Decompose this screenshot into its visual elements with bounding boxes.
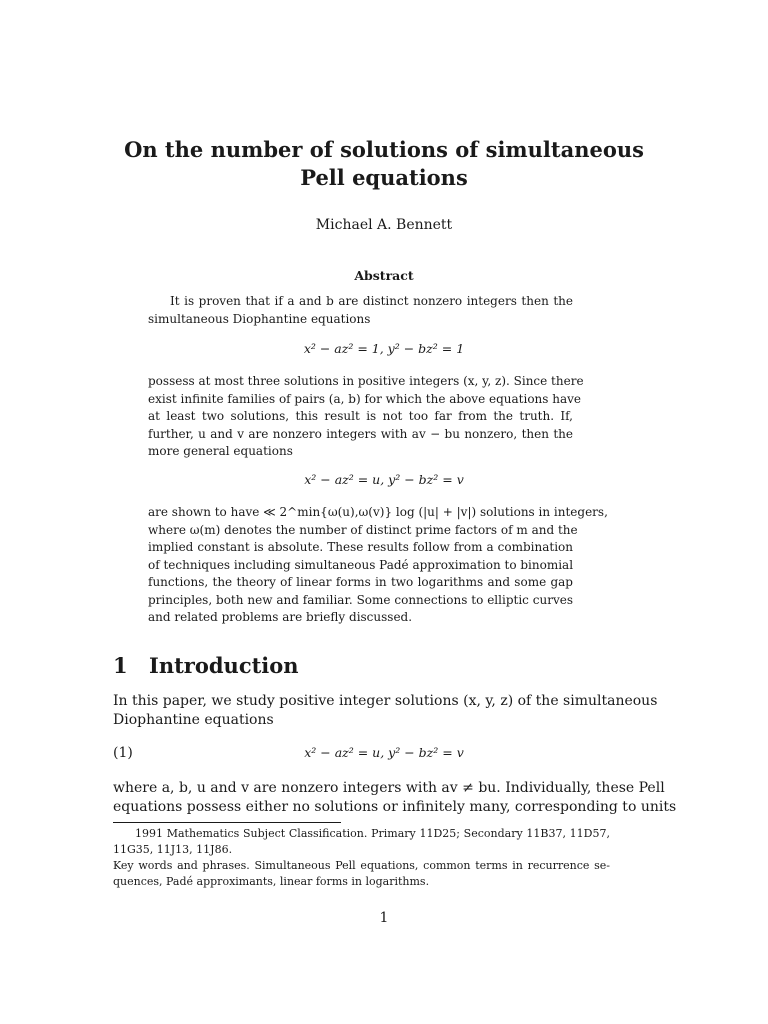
intro-paragraph-1 xyxy=(113,692,658,730)
abstract-line: at least two solutions, this result is not too far from the truth. If, xyxy=(148,409,573,423)
footnote-line: quences, Padé approximants, linear forms in logarithms. xyxy=(113,875,430,888)
body-line: where a, b, u and v are nonzero integers with av ≠ bu. Individually, these Pell xyxy=(113,780,665,796)
abstract-line: and related problems are briefly discussed. xyxy=(148,610,413,624)
body-line: In this paper, we study positive integer solutions (x, y, z) of the simultaneous xyxy=(113,693,658,709)
equation-number: (1) xyxy=(113,745,133,761)
abstract-line: more general equations xyxy=(148,444,293,458)
intro-paragraph-2 xyxy=(113,779,677,817)
body-line: Diophantine equations xyxy=(113,712,274,728)
footnote-line: 11G35, 11J13, 11J86. xyxy=(113,843,233,856)
abstract-line: simultaneous Diophantine equations xyxy=(148,311,371,326)
abstract-equation-1: x² − az² = 1, y² − bz² = 1 xyxy=(303,341,465,356)
abstract-line: where ω(m) denotes the number of distinct prime factors of m and the xyxy=(148,522,578,537)
abstract-line: are shown to have ≪ 2^min{ω(u),ω(v)} log (|u| + |v|) solutions in integers, xyxy=(148,505,608,519)
paper-title xyxy=(60,136,708,192)
abstract-heading: Abstract xyxy=(354,268,414,283)
body-line: equations possess either no solutions or infinitely many, corresponding to units xyxy=(113,799,677,815)
abstract-paragraph-2 xyxy=(148,373,584,461)
abstract-line: possess at most three solutions in positive integers (x, y, z). Since there xyxy=(148,374,584,388)
abstract-line: implied constant is absolute. These results follow from a combination xyxy=(148,540,573,554)
section-title: Introduction xyxy=(149,653,299,678)
abstract-line: further, u and v are nonzero integers with av − bu nonzero, then the xyxy=(148,426,573,441)
footnotes xyxy=(113,826,610,890)
section-heading xyxy=(113,653,299,678)
abstract-line: functions, the theory of linear forms in two logarithms and some gap xyxy=(148,575,573,589)
intro-equation: x² − az² = u, y² − bz² = v xyxy=(304,745,464,760)
abstract-line: It is proven that if a and b are distinct nonzero integers then the xyxy=(170,294,573,308)
footnote-line: 1991 Mathematics Subject Classification. Primary 11D25; Secondary 11B37, 11D57, xyxy=(135,827,610,840)
abstract-line: exist infinite families of pairs (a, b) for which the above equations have xyxy=(148,391,582,406)
abstract-equation-2: x² − az² = u, y² − bz² = v xyxy=(304,472,464,487)
footnote-rule xyxy=(113,822,341,823)
section-number: 1 xyxy=(113,653,128,678)
abstract-paragraph-3 xyxy=(148,504,608,627)
title-line-2: Pell equations xyxy=(300,165,468,190)
abstract-line: principles, both new and familiar. Some connections to elliptic curves xyxy=(148,592,573,607)
abstract-line: of techniques including simultaneous Padé approximation to binomial xyxy=(148,557,574,572)
author-name: Michael A. Bennett xyxy=(315,217,453,233)
title-line-1: On the number of solutions of simultaneous xyxy=(124,137,644,162)
abstract-paragraph-1 xyxy=(148,293,573,328)
page-number: 1 xyxy=(379,910,389,926)
footnote-line: Key words and phrases. Simultaneous Pell equations, common terms in recurrence se- xyxy=(113,859,610,872)
